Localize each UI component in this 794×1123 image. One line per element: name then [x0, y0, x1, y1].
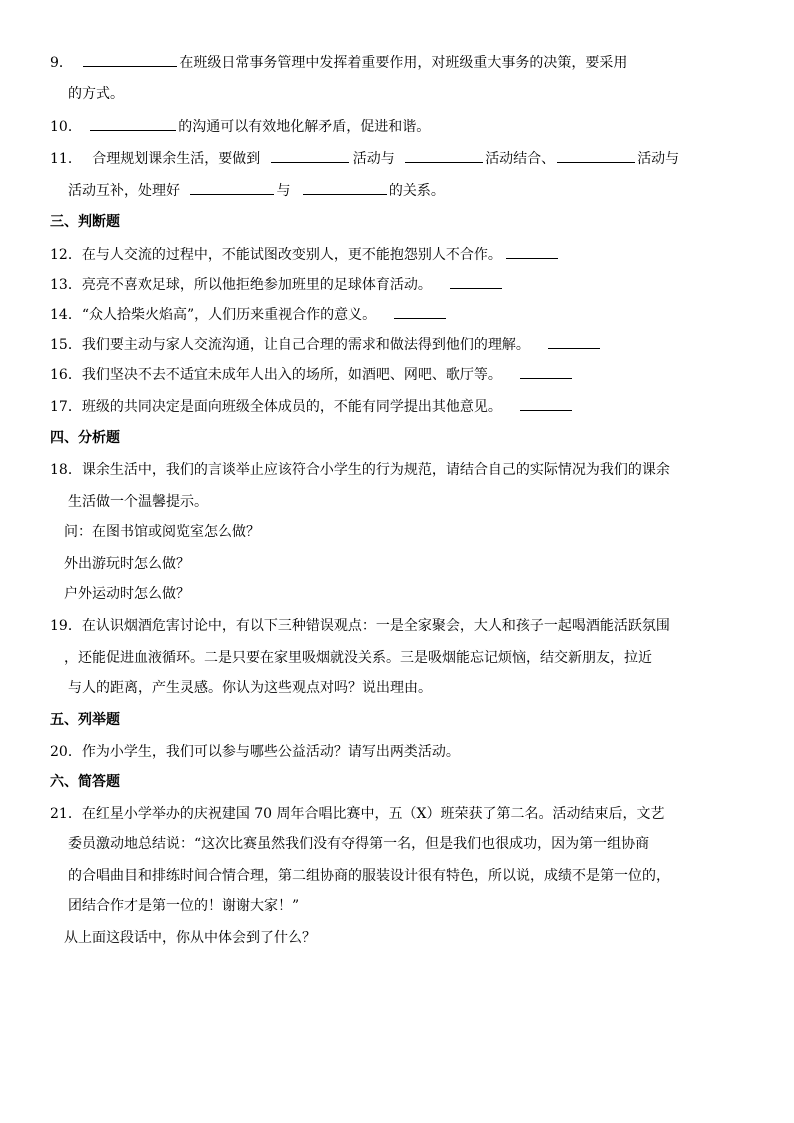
- question-number: 13．: [50, 277, 82, 293]
- question-text: 我们坚决不去不适宜未成年人出入的场所，如酒吧、网吧、歌厅等。: [81, 367, 502, 383]
- question-text: 活动与: [637, 151, 680, 167]
- question-14: [50, 304, 446, 324]
- question-text: 生活做一个温馨提示。: [68, 494, 208, 510]
- question-18-ask-sports: 户外运动时怎么做？: [64, 586, 190, 602]
- question-11: [50, 148, 679, 168]
- question-text: 我们要主动与家人交流沟通，让自己合理的需求和做法得到他们的理解。: [81, 337, 530, 353]
- answer-blank[interactable]: [450, 274, 502, 289]
- question-text: 在认识烟酒危害讨论中，有以下三种错误观点：一是全家聚会，大人和孩子一起喝酒能活跃氛围: [81, 618, 670, 634]
- question-number: 11．: [50, 151, 82, 167]
- question-text: 亮亮不喜欢足球，所以他拒绝参加班里的足球体育活动。: [81, 277, 432, 293]
- question-19-continued: [64, 648, 652, 668]
- question-12: [50, 244, 558, 264]
- question-11-continued: [68, 180, 445, 200]
- answer-blank[interactable]: [557, 148, 635, 163]
- question-18-ask-library: 问：在图书馆或阅览室怎么做？: [64, 524, 260, 540]
- question-number: 16．: [50, 367, 82, 383]
- question-text: ，还能促进血液循环。二是只要在家里吸烟就没关系。三是吸烟能忘记烦恼，结交新朋友，拉近: [64, 650, 652, 666]
- question-20: [50, 742, 460, 762]
- question-21-prompt: 从上面这段话中，你从中体会到了什么？: [64, 930, 316, 946]
- question-16: [50, 364, 572, 384]
- question-number: 18．: [50, 462, 82, 478]
- answer-blank[interactable]: [520, 396, 572, 411]
- question-text: 的合唱曲目和排练时间合情合理，第二组协商的服装设计很有特色，所以说，成绩不是第一位的，: [68, 868, 670, 884]
- section-title-judgment: 三、判断题: [50, 214, 120, 230]
- section-title-listing: 五、列举题: [50, 712, 120, 728]
- question-18-ask-outing: 外出游玩时怎么做？: [64, 556, 190, 572]
- answer-blank[interactable]: [506, 244, 558, 259]
- question-21: [50, 804, 665, 824]
- answer-blank[interactable]: [520, 364, 572, 379]
- question-21-continued: [68, 834, 649, 854]
- question-text: 活动与: [352, 151, 395, 167]
- question-text: 委员激动地总结说：“这次比赛虽然我们没有夺得第一名，但是我们也很成功，因为第一组协商: [68, 836, 650, 852]
- question-text: 课余生活中，我们的言谈举止应该符合小学生的行为规范，请结合自己的实际情况为我们的课余: [81, 462, 670, 478]
- question-text: 班级的共同决定是面向班级全体成员的，不能有同学提出其他意见。: [81, 399, 502, 415]
- question-number: 12．: [50, 247, 82, 263]
- question-9-continued: [68, 84, 124, 104]
- question-number: 21．: [50, 806, 82, 822]
- question-text: “众人拾柴火焰高”，人们历来重视合作的意义。: [81, 307, 377, 323]
- question-text: 的方式。: [68, 86, 124, 102]
- question-number: 19．: [50, 618, 82, 634]
- question-text: 团结合作才是第一位的！谢谢大家！”: [68, 898, 300, 914]
- question-text: 在与人交流的过程中，不能试图改变别人，更不能抱怨别人不合作。: [81, 247, 502, 263]
- section-title-analysis: 四、分析题: [50, 430, 120, 446]
- question-text: 合理规划课余生活，要做到: [92, 151, 261, 167]
- question-text: 与: [276, 183, 291, 199]
- question-number: 10．: [50, 119, 82, 135]
- question-21-continued: [68, 896, 299, 916]
- question-15: [50, 334, 600, 354]
- question-19: [50, 616, 670, 636]
- answer-blank[interactable]: [405, 148, 483, 163]
- answer-blank[interactable]: [394, 304, 446, 319]
- question-10: [50, 116, 430, 136]
- question-text: 作为小学生，我们可以参与哪些公益活动？请写出两类活动。: [81, 744, 460, 760]
- question-18: [50, 460, 670, 480]
- question-21-continued: [68, 866, 670, 886]
- question-13: [50, 274, 502, 294]
- question-19-continued: [68, 678, 432, 698]
- question-number: 20．: [50, 744, 82, 760]
- question-text: 的关系。: [388, 183, 445, 199]
- question-text: 在班级日常事务管理中发挥着重要作用，对班级重大事务的决策，要采用: [179, 55, 628, 71]
- question-text: 在红星小学举办的庆祝建国 70 周年合唱比赛中，五（X）班荣获了第二名。活动结束后，文艺: [81, 806, 665, 822]
- question-17: [50, 396, 572, 416]
- answer-blank[interactable]: [90, 116, 176, 131]
- answer-blank[interactable]: [303, 180, 387, 195]
- question-9: [50, 52, 627, 72]
- question-18-continued: [68, 492, 208, 512]
- question-text: 与人的距离，产生灵感。你认为这些观点对吗？说出理由。: [68, 680, 432, 696]
- question-number: 15．: [50, 337, 82, 353]
- section-title-short-answer: 六、简答题: [50, 774, 120, 790]
- answer-blank[interactable]: [190, 180, 274, 195]
- question-number: 9．: [50, 55, 73, 71]
- answer-blank[interactable]: [548, 334, 600, 349]
- question-text: 活动互补，处理好: [68, 183, 180, 199]
- answer-blank[interactable]: [271, 148, 349, 163]
- question-text: 的沟通可以有效地化解矛盾，促进和谐。: [178, 119, 431, 135]
- question-text: 活动结合、: [485, 151, 556, 167]
- question-number: 17．: [50, 399, 82, 415]
- question-number: 14．: [50, 307, 82, 323]
- answer-blank[interactable]: [83, 52, 177, 67]
